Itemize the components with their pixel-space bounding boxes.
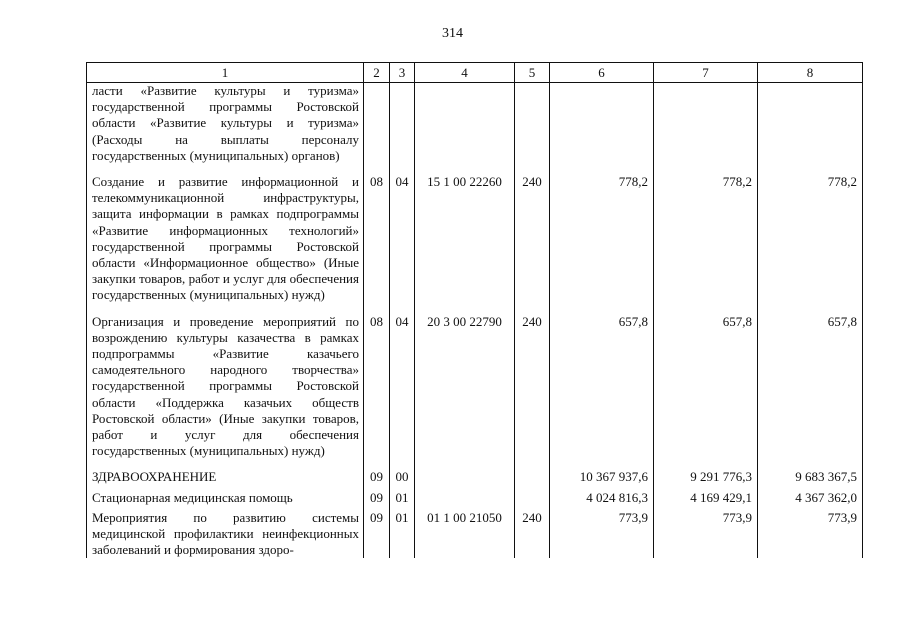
row-value-7: 4 169 429,1 [654,486,758,506]
column-header-4: 4 [415,63,515,83]
row-value-8: 773,9 [758,506,863,559]
table-row [87,459,863,485]
row-expense [515,83,550,165]
column-header-2: 2 [364,63,390,83]
row-description: ЗДРАВООХРАНЕНИЕ [87,459,364,485]
row-expense: 240 [515,506,550,559]
row-expense: 240 [515,304,550,460]
row-target [415,83,515,165]
table-row [87,304,863,460]
row-subsection: 04 [390,304,415,460]
row-value-8 [758,83,863,165]
row-target: 20 3 00 22790 [415,304,515,460]
row-value-8: 657,8 [758,304,863,460]
row-expense [515,486,550,506]
page-number: 314 [442,26,463,41]
row-expense: 240 [515,164,550,304]
table-row [87,486,863,506]
row-subsection: 01 [390,486,415,506]
row-target [415,459,515,485]
row-section: 09 [364,486,390,506]
row-target [415,486,515,506]
row-subsection [390,83,415,165]
column-header-7: 7 [654,63,758,83]
column-header-8: 8 [758,63,863,83]
table-row [87,83,863,165]
column-header-1: 1 [87,63,364,83]
row-description: Организация и проведение мероприятий по возрождению культуры казачества в рамках подпрограммы «Развитие казачьего самодеятельного народного творчества» государственной программы Ростовской области «Поддержка казачьих обществ Ростовской области» (Иные закупки товаров, работ и услуг для обеспечения государственных (муниципальных) нужд) [87,304,364,460]
row-section: 09 [364,459,390,485]
row-value-6: 773,9 [550,506,654,559]
row-value-7: 773,9 [654,506,758,559]
table-row [87,506,863,559]
column-header-3: 3 [390,63,415,83]
table-row [87,164,863,304]
row-value-6: 4 024 816,3 [550,486,654,506]
row-expense [515,459,550,485]
row-target: 01 1 00 21050 [415,506,515,559]
row-section: 08 [364,164,390,304]
row-value-8: 9 683 367,5 [758,459,863,485]
row-subsection: 04 [390,164,415,304]
row-subsection: 01 [390,506,415,559]
column-header-6: 6 [550,63,654,83]
row-value-8: 4 367 362,0 [758,486,863,506]
row-section: 08 [364,304,390,460]
budget-table [86,62,863,558]
table-header-row [87,63,863,83]
row-value-7: 657,8 [654,304,758,460]
row-value-6: 657,8 [550,304,654,460]
row-value-7 [654,83,758,165]
row-subsection: 00 [390,459,415,485]
row-target: 15 1 00 22260 [415,164,515,304]
row-value-7: 9 291 776,3 [654,459,758,485]
row-value-8: 778,2 [758,164,863,304]
row-value-6: 10 367 937,6 [550,459,654,485]
row-section [364,83,390,165]
row-description: Создание и развитие информационной и телекоммуникационной инфраструктуры, защита информации в рамках подпрограммы «Развитие информационных технологий» государственной программы Ростовской области «Информационное общество» (Иные закупки товаров, работ и услуг для обеспечения государственных (муниципальных) нужд) [87,164,364,304]
row-description: ласти «Развитие культуры и туризма» государственной программы Ростовской области «Развитие культуры и туризма» (Расходы на выплаты персоналу государственных (муниципальных) органов) [87,83,364,165]
row-section: 09 [364,506,390,559]
column-header-5: 5 [515,63,550,83]
row-value-7: 778,2 [654,164,758,304]
row-value-6 [550,83,654,165]
row-description: Мероприятия по развитию системы медицинской профилактики неинфекционных заболеваний и формирования здоро- [87,506,364,559]
row-value-6: 778,2 [550,164,654,304]
row-description: Стационарная медицинская помощь [87,486,364,506]
